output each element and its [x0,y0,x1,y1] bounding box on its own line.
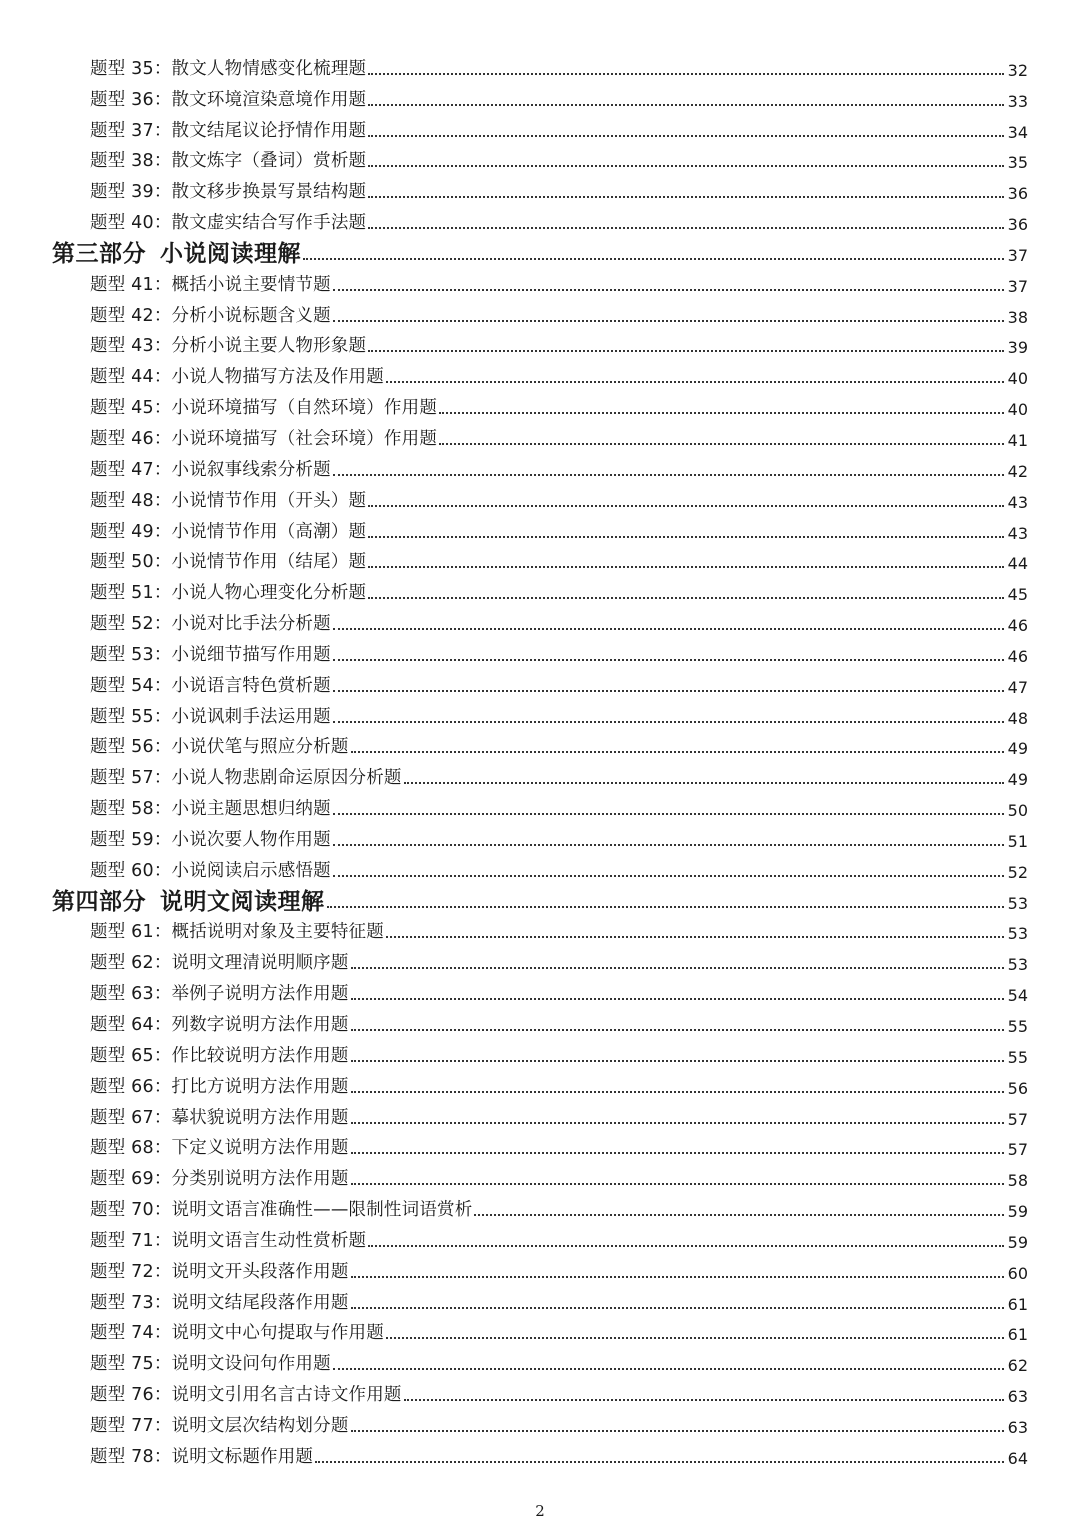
entry-page-number: 58 [1007,1171,1028,1191]
part-number: 第三部分 [52,240,146,267]
dot-leader [368,536,1004,538]
dot-leader [333,1368,1004,1370]
entry-label: 题型 50：小说情节作用（结尾）题 [90,552,367,573]
entry-page-number: 53 [1007,955,1028,975]
toc-entry[interactable] [0,1319,1080,1350]
part-title: 说明文阅读理解 [160,888,325,915]
entry-label: 题型 53：小说细节描写作用题 [90,644,331,665]
entry-label: 题型 45：小说环境描写（自然环境）作用题 [90,398,438,419]
entry-label: 题型 38：散文炼字（叠词）赏析题 [90,151,367,172]
toc-entry[interactable] [0,85,1080,116]
dot-leader [368,350,1004,352]
entry-page-number: 34 [1007,122,1028,142]
toc-entry[interactable] [0,948,1080,979]
toc-entry[interactable] [0,1134,1080,1165]
dot-leader [351,1091,1004,1093]
toc-entry[interactable] [0,763,1080,794]
entry-page-number: 53 [1007,893,1028,913]
entry-label: 题型 71：说明文语言生动性赏析题 [90,1230,367,1251]
toc-entry[interactable] [0,1411,1080,1442]
toc-entry[interactable] [0,979,1080,1010]
entry-page-number: 46 [1007,616,1028,636]
entry-page-number: 63 [1007,1387,1028,1407]
entry-label: 题型 48：小说情节作用（开头）题 [90,490,367,511]
dot-leader [368,227,1004,229]
entry-page-number: 46 [1007,646,1028,666]
toc-entry[interactable] [0,1442,1080,1473]
entry-label: 题型 36：散文环境渲染意境作用题 [90,89,367,110]
dot-leader [368,73,1004,75]
toc-entry[interactable] [0,1195,1080,1226]
toc-entry[interactable] [0,794,1080,825]
page-number: 2 [535,1502,545,1520]
toc-entry[interactable] [0,1010,1080,1041]
entry-label: 题型 35：散文人物情感变化梳理题 [90,58,367,79]
dot-leader [368,566,1004,568]
entry-page-number: 44 [1007,554,1028,574]
toc-entry[interactable] [0,54,1080,85]
entry-label: 题型 60：小说阅读启示感悟题 [90,860,331,881]
toc-part-heading[interactable] [0,887,1080,918]
entry-page-number: 47 [1007,677,1028,697]
entry-label: 题型 74：说明文中心句提取与作用题 [90,1323,384,1344]
entry-label: 题型 57：小说人物悲剧命运原因分析题 [90,768,402,789]
dot-leader [386,936,1004,938]
toc-entry[interactable] [0,825,1080,856]
toc-part-heading[interactable] [0,239,1080,270]
entry-page-number: 33 [1007,91,1028,111]
entry-page-number: 42 [1007,461,1028,481]
toc-entry[interactable] [0,1103,1080,1134]
entry-page-number: 49 [1007,739,1028,759]
dot-leader [351,967,1004,969]
dot-leader [333,659,1004,661]
toc-entry[interactable] [0,702,1080,733]
dot-leader [333,813,1004,815]
entry-label: 题型 78：说明文标题作用题 [90,1446,314,1467]
entry-label: 题型 68：下定义说明方法作用题 [90,1138,349,1159]
entry-page-number: 51 [1007,831,1028,851]
entry-page-number: 54 [1007,986,1028,1006]
entry-page-number: 36 [1007,215,1028,235]
entry-page-number: 57 [1007,1140,1028,1160]
toc-entry[interactable] [0,1041,1080,1072]
dot-leader [368,1245,1004,1247]
entry-page-number: 43 [1007,492,1028,512]
entry-page-number: 36 [1007,184,1028,204]
toc-entry[interactable] [0,1288,1080,1319]
entry-label: 题型 56：小说伏笔与照应分析题 [90,737,349,758]
dot-leader [439,443,1004,445]
entry-page-number: 40 [1007,400,1028,420]
toc-entry[interactable] [0,332,1080,363]
entry-label: 题型 54：小说语言特色赏析题 [90,675,331,696]
entry-page-number: 37 [1007,276,1028,296]
entry-label: 题型 46：小说环境描写（社会环境）作用题 [90,428,438,449]
entry-page-number: 64 [1007,1448,1028,1468]
toc-entry[interactable] [0,918,1080,949]
entry-page-number: 32 [1007,60,1028,80]
entry-label: 题型 37：散文结尾议论抒情作用题 [90,120,367,141]
entry-page-number: 55 [1007,1047,1028,1067]
dot-leader [386,381,1004,383]
toc-entry[interactable] [0,455,1080,486]
entry-page-number: 37 [1007,245,1028,265]
part-heading-label [52,235,301,270]
toc-entry[interactable] [0,1349,1080,1380]
entry-label: 题型 76：说明文引用名言古诗文作用题 [90,1385,402,1406]
entry-label: 题型 67：摹状貌说明方法作用题 [90,1107,349,1128]
dot-leader [368,135,1004,137]
dot-leader [351,998,1004,1000]
entry-label: 题型 39：散文移步换景写景结构题 [90,182,367,203]
toc-entry[interactable] [0,270,1080,301]
table-of-contents [0,54,1080,1473]
toc-entry[interactable] [0,609,1080,640]
entry-label: 题型 55：小说讽刺手法运用题 [90,706,331,727]
dot-leader [351,1029,1004,1031]
part-heading-label [52,883,325,918]
dot-leader [404,782,1004,784]
entry-page-number: 62 [1007,1356,1028,1376]
entry-label: 题型 40：散文虚实结合写作手法题 [90,213,367,234]
dot-leader [333,289,1004,291]
entry-label: 题型 61：概括说明对象及主要特征题 [90,922,384,943]
entry-label: 题型 41：概括小说主要情节题 [90,274,331,295]
entry-page-number: 56 [1007,1078,1028,1098]
entry-page-number: 50 [1007,801,1028,821]
entry-page-number: 61 [1007,1325,1028,1345]
entry-label: 题型 47：小说叙事线索分析题 [90,459,331,480]
entry-label: 题型 75：说明文设问句作用题 [90,1354,331,1375]
entry-label: 题型 52：小说对比手法分析题 [90,614,331,635]
entry-label: 题型 49：小说情节作用（高潮）题 [90,521,367,542]
entry-label: 题型 69：分类别说明方法作用题 [90,1169,349,1190]
dot-leader [351,1152,1004,1154]
entry-page-number: 35 [1007,153,1028,173]
dot-leader [351,1183,1004,1185]
dot-leader [439,412,1004,414]
dot-leader [351,1122,1004,1124]
entry-label: 题型 70：说明文语言准确性——限制性词语赏析 [90,1200,473,1221]
toc-entry[interactable] [0,1257,1080,1288]
entry-label: 题型 59：小说次要人物作用题 [90,829,331,850]
entry-label: 题型 64：列数字说明方法作用题 [90,1015,349,1035]
dot-leader [368,104,1004,106]
dot-leader [386,1337,1004,1339]
entry-label: 题型 58：小说主题思想归纳题 [90,799,331,820]
dot-leader [315,1461,1004,1463]
dot-leader [303,258,1004,260]
dot-leader [474,1214,1004,1216]
entry-label: 题型 44：小说人物描写方法及作用题 [90,367,384,388]
dot-leader [333,690,1004,692]
entry-label: 题型 66：打比方说明方法作用题 [90,1076,349,1097]
toc-entry[interactable] [0,1072,1080,1103]
toc-entry[interactable] [0,671,1080,702]
toc-entry[interactable] [0,393,1080,424]
dot-leader [404,1399,1004,1401]
part-title: 小说阅读理解 [160,240,301,267]
dot-leader [351,1060,1004,1062]
entry-page-number: 39 [1007,338,1028,358]
entry-page-number: 41 [1007,430,1028,450]
toc-entry[interactable] [0,548,1080,579]
entry-label: 题型 43：分析小说主要人物形象题 [90,336,367,357]
toc-entry[interactable] [0,1380,1080,1411]
dot-leader [368,505,1004,507]
toc-entry[interactable] [0,1226,1080,1257]
toc-entry[interactable] [0,116,1080,147]
entry-page-number: 45 [1007,585,1028,605]
dot-leader [327,906,1005,908]
toc-entry[interactable] [0,362,1080,393]
toc-entry[interactable] [0,640,1080,671]
toc-entry[interactable] [0,424,1080,455]
entry-page-number: 57 [1007,1109,1028,1129]
entry-page-number: 59 [1007,1202,1028,1222]
toc-entry[interactable] [0,177,1080,208]
dot-leader [368,165,1004,167]
toc-entry[interactable] [0,147,1080,178]
entry-page-number: 52 [1007,862,1028,882]
dot-leader [351,751,1004,753]
toc-entry[interactable] [0,578,1080,609]
entry-label: 题型 63：举例子说明方法作用题 [90,984,349,1005]
toc-entry[interactable] [0,733,1080,764]
entry-page-number: 43 [1007,523,1028,543]
entry-page-number: 61 [1007,1294,1028,1314]
entry-label: 题型 72：说明文开头段落作用题 [90,1261,349,1282]
dot-leader [368,597,1004,599]
toc-entry[interactable] [0,301,1080,332]
entry-page-number: 53 [1007,924,1028,944]
dot-leader [333,628,1004,630]
entry-page-number: 38 [1007,307,1028,327]
dot-leader [333,721,1004,723]
dot-leader [351,1276,1004,1278]
dot-leader [368,196,1004,198]
dot-leader [333,844,1004,846]
entry-page-number: 59 [1007,1232,1028,1252]
entry-label: 题型 77：说明文层次结构划分题 [90,1415,349,1436]
dot-leader [333,320,1004,322]
entry-page-number: 40 [1007,369,1028,389]
entry-page-number: 49 [1007,770,1028,790]
entry-label: 题型 62：说明文理清说明顺序题 [90,953,349,974]
entry-label: 题型 73：说明文结尾段落作用题 [90,1292,349,1313]
dot-leader [351,1307,1004,1309]
part-number: 第四部分 [52,888,146,915]
entry-label: 题型 51：小说人物心理变化分析题 [90,583,367,604]
entry-page-number: 55 [1007,1017,1028,1036]
entry-label: 题型 42：分析小说标题含义题 [90,305,331,326]
toc-entry[interactable] [0,517,1080,548]
dot-leader [333,875,1004,877]
dot-leader [351,1430,1004,1432]
dot-leader [333,474,1004,476]
entry-page-number: 48 [1007,708,1028,728]
entry-label: 题型 65：作比较说明方法作用题 [90,1045,349,1066]
entry-page-number: 60 [1007,1263,1028,1283]
toc-entry[interactable] [0,486,1080,517]
entry-page-number: 63 [1007,1417,1028,1437]
toc-entry[interactable] [0,1164,1080,1195]
